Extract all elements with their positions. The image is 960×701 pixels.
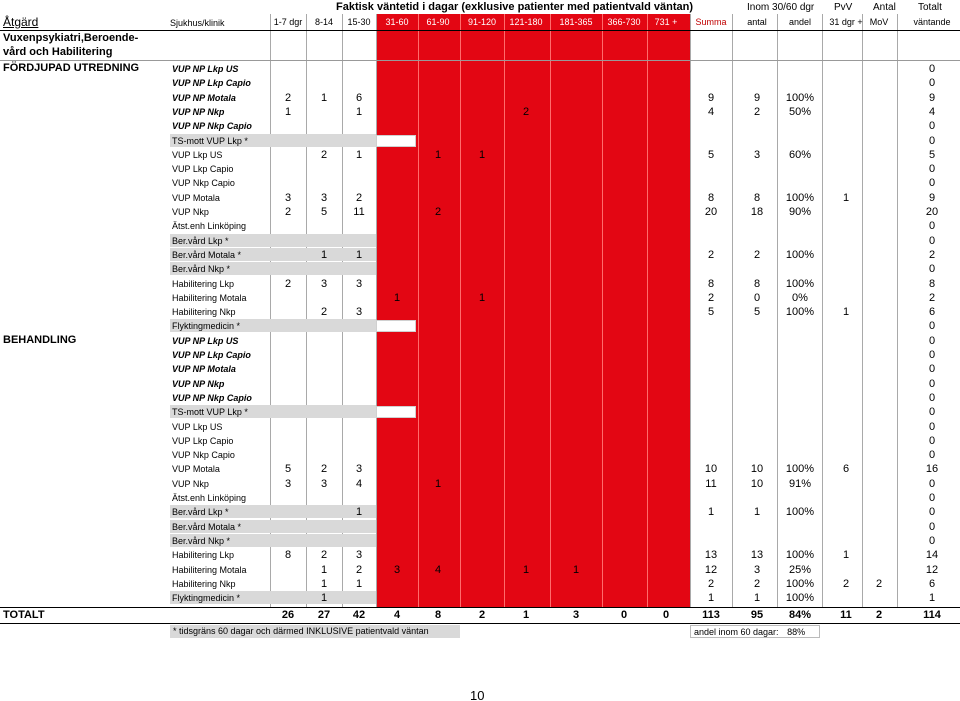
table-cell: 3	[753, 149, 761, 161]
white-marker-box	[376, 135, 416, 147]
table-cell: 100%	[785, 549, 815, 561]
table-cell: 2	[707, 249, 715, 261]
row-label: Ätst.enh Linköping	[172, 221, 247, 231]
pvv-header: PvV	[834, 2, 853, 13]
table-cell: 5	[284, 463, 292, 475]
table-cell: 6	[928, 578, 936, 590]
total-cell: 26	[281, 609, 295, 621]
column-header: 8-14	[314, 17, 333, 27]
table-cell: 5	[707, 149, 715, 161]
table-cell: 0	[928, 163, 936, 175]
column-header: 1-7 dgr	[273, 17, 303, 27]
table-cell: 100%	[785, 578, 815, 590]
table-cell: 0	[928, 506, 936, 518]
table-cell: 20	[704, 206, 718, 218]
gridline	[504, 14, 505, 608]
row-label: Ber.vård Motala *	[172, 250, 242, 260]
andel-label: andel inom 60 dagar:	[694, 627, 779, 637]
row-label: Ber.vård Lkp *	[172, 236, 229, 246]
table-cell: 2	[753, 249, 761, 261]
table-cell: 100%	[785, 278, 815, 290]
table-cell: 3	[355, 549, 363, 561]
table-cell: 90%	[788, 206, 812, 218]
table-cell: 2	[753, 106, 761, 118]
table-cell: 1	[842, 192, 850, 204]
table-cell: 3	[320, 478, 328, 490]
totalt-header: Totalt	[918, 2, 942, 13]
gridline	[822, 14, 823, 608]
total-cell: 2	[875, 609, 883, 621]
table-cell: 2	[753, 578, 761, 590]
total-cell: 84%	[788, 609, 812, 621]
table-cell: 0	[928, 492, 936, 504]
table-cell: 1	[355, 506, 363, 518]
table-cell: 0	[753, 292, 761, 304]
table-cell: 2	[320, 463, 328, 475]
column-header: antal	[747, 17, 767, 27]
gridline	[602, 14, 603, 608]
row-label: Habilitering Motala	[172, 565, 247, 575]
table-cell: 12	[925, 564, 939, 576]
total-cell: 1	[522, 609, 530, 621]
table-cell: 1	[928, 592, 936, 604]
gridline	[418, 14, 419, 608]
column-header: 31-60	[385, 17, 409, 27]
table-cell: 1	[572, 564, 580, 576]
table-cell: 3	[355, 278, 363, 290]
row-label: VUP NP Lkp Capio	[172, 78, 251, 88]
table-cell: 9	[928, 92, 936, 104]
table-cell: 1	[320, 564, 328, 576]
row-label: VUP Nkp Capio	[172, 178, 235, 188]
table-cell: 2	[284, 92, 292, 104]
white-marker-box	[376, 320, 416, 332]
table-cell: 5	[707, 306, 715, 318]
row-label: VUP Lkp US	[172, 150, 223, 160]
column-header: 91-120	[467, 17, 497, 27]
row-label: VUP NP Motala	[172, 364, 236, 374]
table-cell: 0	[928, 235, 936, 247]
table-cell: 100%	[785, 192, 815, 204]
andel-box	[690, 625, 820, 638]
table-cell: 1	[355, 106, 363, 118]
total-cell: 114	[923, 609, 941, 621]
table-cell: 1	[434, 478, 442, 490]
row-label: VUP NP Lkp US	[172, 64, 239, 74]
table-cell: 2	[928, 249, 936, 261]
table-cell: 16	[925, 463, 939, 475]
row-label: TS-mott VUP Lkp *	[172, 136, 248, 146]
table-cell: 10	[750, 478, 764, 490]
table-cell: 0	[928, 421, 936, 433]
total-cell: 2	[478, 609, 486, 621]
table-cell: 1	[355, 249, 363, 261]
table-cell: 18	[750, 206, 764, 218]
table-cell: 1	[522, 564, 530, 576]
total-cell: 11	[840, 609, 852, 621]
table-cell: 100%	[785, 463, 815, 475]
table-cell: 2	[284, 206, 292, 218]
table-cell: 3	[355, 463, 363, 475]
table-cell: 6	[928, 306, 936, 318]
table-cell: 6	[355, 92, 363, 104]
department-line2: vård och Habilitering	[3, 46, 113, 58]
table-cell: 2	[707, 292, 715, 304]
row-label: VUP Motala	[172, 193, 220, 203]
column-header: 15-30	[347, 17, 371, 27]
table-cell: 10	[704, 463, 718, 475]
table-cell: 1	[707, 592, 715, 604]
table-cell: 2	[284, 278, 292, 290]
table-cell: 100%	[785, 592, 815, 604]
row-label: Habilitering Nkp	[172, 307, 236, 317]
row-label: VUP Lkp Capio	[172, 164, 234, 174]
table-cell: 1	[753, 506, 761, 518]
table-cell: 0	[928, 63, 936, 75]
table-cell: 0	[928, 349, 936, 361]
table-cell: 2	[320, 549, 328, 561]
table-cell: 8	[753, 278, 761, 290]
gridline	[897, 14, 898, 608]
table-cell: 25%	[788, 564, 812, 576]
total-label: TOTALT	[3, 609, 45, 621]
row-label: Ber.vård Lkp *	[172, 507, 229, 517]
row-label: Flyktingmedicin *	[172, 321, 241, 331]
table-cell: 100%	[785, 249, 815, 261]
header-rule	[0, 30, 960, 31]
table-cell: 2	[320, 306, 328, 318]
table-cell: 12	[704, 564, 718, 576]
row-label: Habilitering Lkp	[172, 279, 235, 289]
table-cell: 5	[320, 206, 328, 218]
table-cell: 0	[928, 478, 936, 490]
inom-header: Inom 30/60 dgr	[747, 2, 815, 13]
gridline	[550, 14, 551, 608]
table-cell: 1	[355, 149, 363, 161]
table-cell: 0	[928, 435, 936, 447]
table-cell: 1	[434, 149, 442, 161]
column-header: MoV	[869, 17, 889, 27]
department-line1: Vuxenpsykiatri,Beroende-	[3, 32, 139, 44]
table-cell: 2	[842, 578, 850, 590]
row-label: VUP NP Nkp Capio	[172, 121, 252, 131]
row-label: VUP Lkp Capio	[172, 436, 234, 446]
row-label: Habilitering Nkp	[172, 579, 236, 589]
page-title: Faktisk väntetid i dagar (exklusive patienter med patientvald väntan)	[336, 1, 694, 13]
atgard-header: Åtgärd	[3, 15, 39, 29]
total-top-rule	[0, 607, 960, 608]
row-label: VUP Nkp	[172, 207, 209, 217]
total-cell: 0	[662, 609, 670, 621]
gridline	[460, 14, 461, 608]
row-label: Habilitering Motala	[172, 293, 247, 303]
table-cell: 0	[928, 135, 936, 147]
table-cell: 0	[928, 449, 936, 461]
department-rule	[0, 60, 960, 61]
table-cell: 1	[355, 578, 363, 590]
row-label: VUP Nkp Capio	[172, 450, 235, 460]
table-cell: 1	[842, 549, 850, 561]
row-label: VUP NP Nkp	[172, 107, 225, 117]
table-cell: 100%	[785, 306, 815, 318]
table-cell: 2	[875, 578, 883, 590]
table-cell: 1	[393, 292, 401, 304]
row-label: VUP NP Nkp Capio	[172, 393, 252, 403]
column-header: 366-730	[607, 17, 641, 27]
table-cell: 50%	[788, 106, 812, 118]
column-header: 731 +	[654, 17, 678, 27]
table-cell: 5	[753, 306, 761, 318]
white-marker-box	[376, 406, 416, 418]
column-header: 31 dgr +	[829, 17, 863, 27]
total-cell: 4	[393, 609, 401, 621]
table-cell: 0	[928, 320, 936, 332]
table-cell: 1	[320, 249, 328, 261]
table-cell: 0	[928, 521, 936, 533]
row-label: Ätst.enh Linköping	[172, 493, 247, 503]
section-label: BEHANDLING	[3, 333, 77, 346]
row-label: Habilitering Lkp	[172, 550, 235, 560]
table-cell: 91%	[788, 478, 812, 490]
column-header: andel	[788, 17, 812, 27]
table-cell: 3	[284, 478, 292, 490]
table-cell: 2	[355, 192, 363, 204]
table-cell: 0	[928, 363, 936, 375]
table-cell: 1	[842, 306, 850, 318]
table-cell: 5	[928, 149, 936, 161]
total-bottom-rule	[0, 623, 960, 624]
table-cell: 8	[707, 192, 715, 204]
table-cell: 4	[928, 106, 936, 118]
table-cell: 1	[284, 106, 292, 118]
table-cell: 4	[707, 106, 715, 118]
table-cell: 8	[707, 278, 715, 290]
row-label: VUP Lkp US	[172, 422, 223, 432]
klinik-header: Sjukhus/klinik	[170, 18, 225, 28]
row-label: TS-mott VUP Lkp *	[172, 407, 248, 417]
table-cell: 4	[355, 478, 363, 490]
table-cell: 0	[928, 177, 936, 189]
table-cell: 6	[842, 463, 850, 475]
table-cell: 2	[928, 292, 936, 304]
red-warning-band	[376, 14, 690, 608]
row-label: VUP NP Nkp	[172, 379, 225, 389]
table-cell: 9	[707, 92, 715, 104]
row-label: VUP Motala	[172, 464, 220, 474]
table-cell: 2	[355, 564, 363, 576]
table-cell: 2	[522, 106, 530, 118]
table-cell: 0	[928, 263, 936, 275]
table-cell: 9	[928, 192, 936, 204]
footnote: * tidsgräns 60 dagar och därmed INKLUSIVE patientvald väntan	[170, 625, 460, 638]
total-cell: 27	[317, 609, 331, 621]
table-cell: 0	[928, 535, 936, 547]
total-cell: 3	[572, 609, 580, 621]
table-cell: 0	[928, 392, 936, 404]
table-cell: 13	[704, 549, 718, 561]
table-cell: 100%	[785, 506, 815, 518]
column-header: 61-90	[426, 17, 450, 27]
total-cell: 0	[620, 609, 628, 621]
table-cell: 0	[928, 335, 936, 347]
table-cell: 1	[478, 149, 486, 161]
table-cell: 1	[320, 578, 328, 590]
table-cell: 13	[750, 549, 764, 561]
row-label: Ber.vård Nkp *	[172, 264, 231, 274]
total-cell: 113	[702, 609, 720, 621]
table-cell: 1	[320, 592, 328, 604]
table-cell: 8	[753, 192, 761, 204]
table-cell: 9	[753, 92, 761, 104]
table-cell: 2	[707, 578, 715, 590]
table-cell: 8	[284, 549, 292, 561]
andel-value: 88%	[787, 627, 806, 637]
table-cell: 1	[707, 506, 715, 518]
row-label: VUP NP Lkp US	[172, 336, 239, 346]
column-header: Summa	[695, 17, 727, 27]
table-cell: 1	[320, 92, 328, 104]
table-cell: 100%	[785, 92, 815, 104]
row-label: VUP NP Motala	[172, 93, 236, 103]
table-cell: 60%	[788, 149, 812, 161]
total-cell: 42	[352, 609, 366, 621]
table-cell: 0	[928, 77, 936, 89]
table-cell: 0	[928, 378, 936, 390]
table-cell: 11	[705, 478, 717, 490]
table-cell: 8	[928, 278, 936, 290]
title-bar	[0, 0, 960, 14]
table-cell: 3	[355, 306, 363, 318]
table-cell: 3	[320, 278, 328, 290]
table-cell: 3	[320, 192, 328, 204]
row-label: Ber.vård Nkp *	[172, 536, 231, 546]
row-label: Ber.vård Motala *	[172, 522, 242, 532]
row-label: VUP Nkp	[172, 479, 209, 489]
table-cell: 14	[925, 549, 939, 561]
section-label: FÖRDJUPAD UTREDNING	[3, 62, 140, 74]
total-cell: 95	[750, 609, 764, 621]
table-cell: 2	[434, 206, 442, 218]
column-header: väntande	[913, 17, 951, 27]
table-cell: 1	[478, 292, 486, 304]
table-cell: 0	[928, 406, 936, 418]
antal-header: Antal	[873, 2, 896, 13]
table-cell: 2	[320, 149, 328, 161]
table-cell: 0%	[792, 292, 808, 304]
table-cell: 0	[928, 120, 936, 132]
table-cell: 1	[753, 592, 761, 604]
row-label: VUP NP Lkp Capio	[172, 350, 251, 360]
table-cell: 3	[393, 564, 401, 576]
row-label: Flyktingmedicin *	[172, 593, 241, 603]
total-cell: 8	[434, 609, 442, 621]
page-number: 10	[470, 688, 485, 701]
table-cell: 3	[284, 192, 292, 204]
table-cell: 10	[750, 463, 764, 475]
table-cell: 0	[928, 220, 936, 232]
table-cell: 4	[434, 564, 442, 576]
table-cell: 20	[925, 206, 939, 218]
column-header: 181-365	[559, 17, 593, 27]
column-header: 121-180	[509, 17, 543, 27]
table-cell: 11	[353, 206, 365, 218]
gridline	[647, 14, 648, 608]
table-cell: 3	[753, 564, 761, 576]
